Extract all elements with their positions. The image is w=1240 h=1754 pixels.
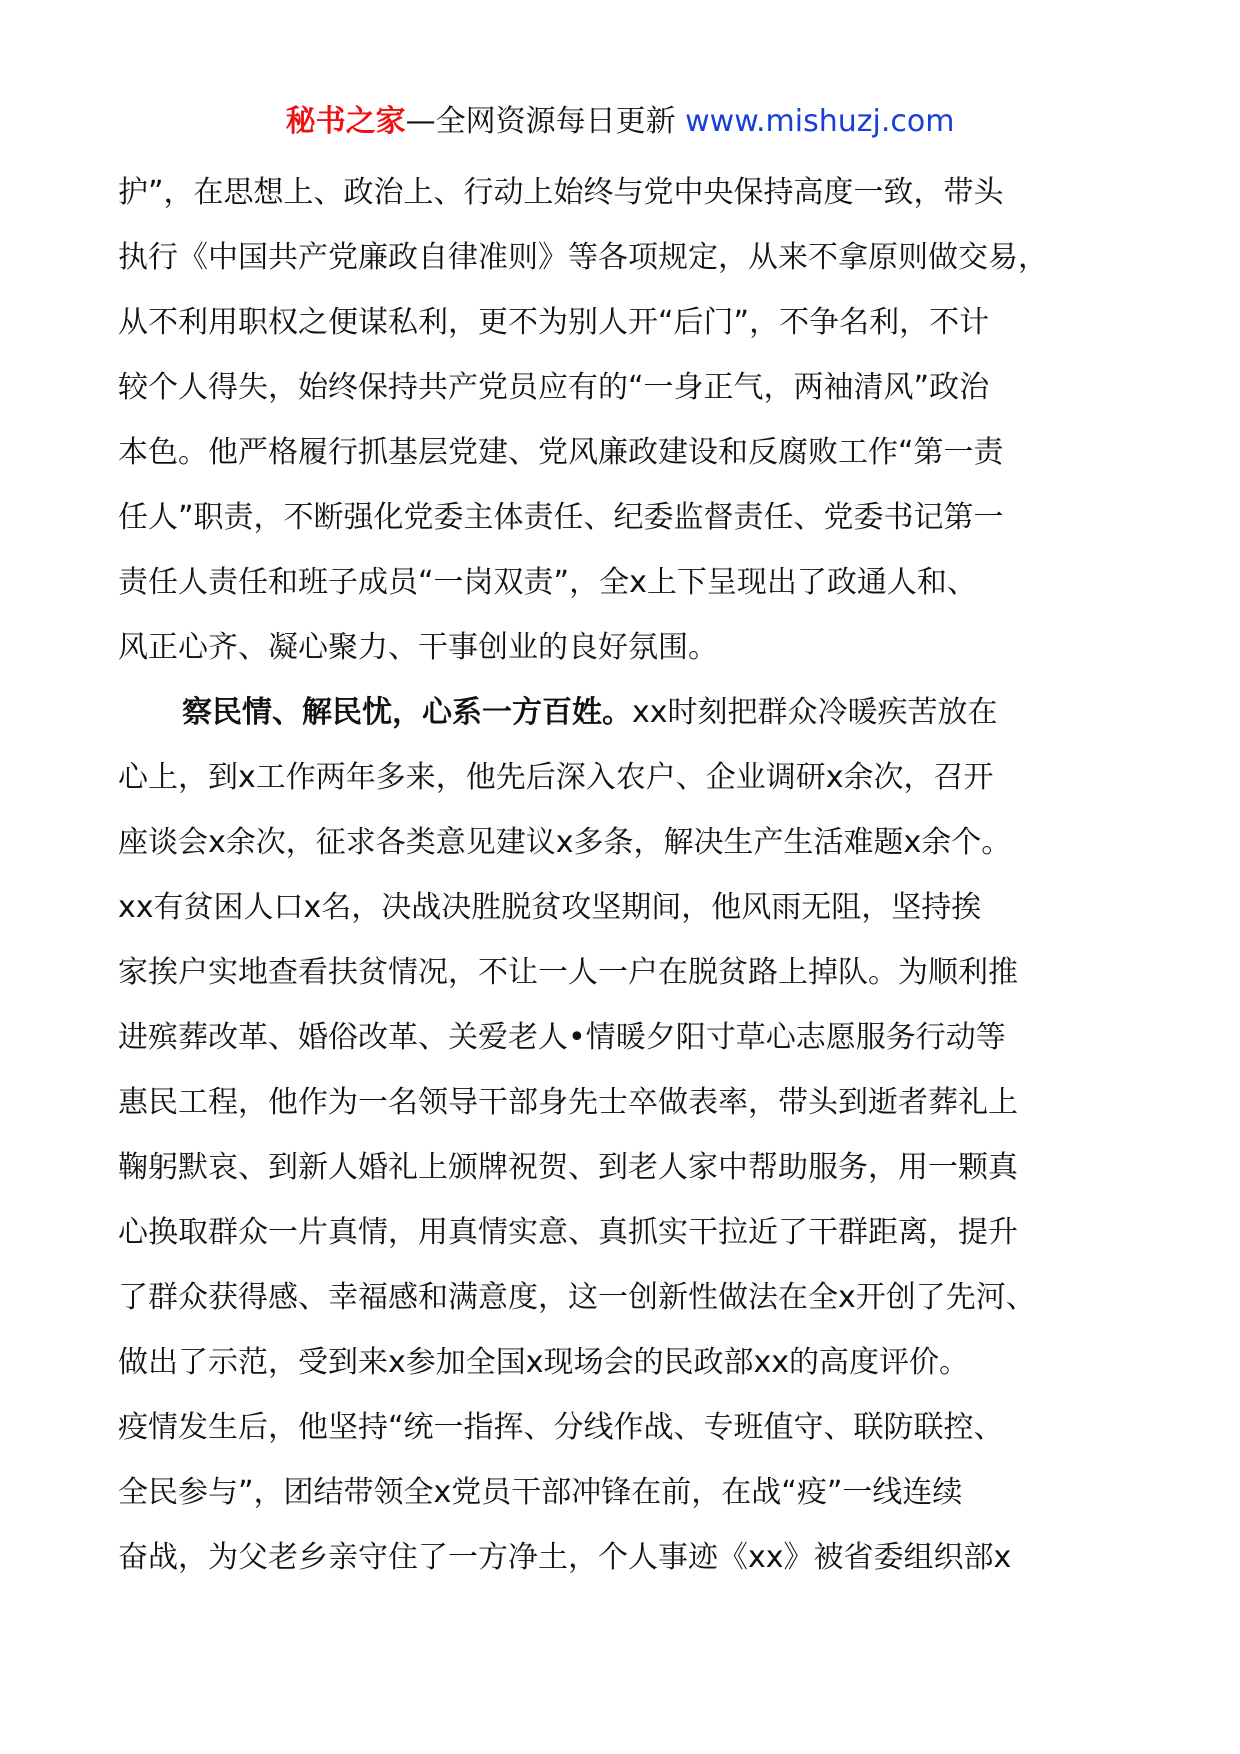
text-line: 从不利用职权之便谋私利，更不为别人开“后门”，不争名利，不计 xyxy=(118,305,990,340)
header-tagline: —全网资源每日更新 xyxy=(405,104,676,139)
text-span: xx时刻把群众冷暖疾苦放在 xyxy=(632,695,998,730)
paragraph-first-line xyxy=(118,680,1148,745)
text-line: 任人”职责，不断强化党委主体责任、纪委监督责任、党委书记第一 xyxy=(118,500,1004,535)
website-link[interactable]: www.mishuzj.com xyxy=(685,104,955,139)
text-line: 奋战，为父老乡亲守住了一方净土，个人事迹《xx》被省委组织部x xyxy=(118,1540,1012,1575)
paragraph-integrity xyxy=(118,160,1148,680)
text-line: 做出了示范，受到来x参加全国x现场会的民政部xx的高度评价。 xyxy=(118,1345,970,1380)
text-line: 执行《中国共产党廉政自律准则》等各项规定，从来不拿原则做交易， xyxy=(118,240,1048,275)
text-line: 鞠躬默哀、到新人婚礼上颁牌祝贺、到老人家中帮助服务，用一颗真 xyxy=(118,1150,1018,1185)
text-line: 惠民工程，他作为一名领导干部身先士卒做表率，带头到逝者葬礼上 xyxy=(118,1085,1018,1120)
text-line: 较个人得失，始终保持共产党员应有的“一身正气，两袖清风”政治 xyxy=(118,370,990,405)
paragraph-people xyxy=(118,680,1148,1590)
text-line: 了群众获得感、幸福感和满意度，这一创新性做法在全x开创了先河、 xyxy=(118,1280,1036,1315)
text-line: 进殡葬改革、婚俗改革、关爱老人•情暖夕阳寸草心志愿服务行动等 xyxy=(118,1020,1006,1055)
section-heading: 察民情、解民忧，心系一方百姓。 xyxy=(182,695,632,730)
text-line: 座谈会x余次，征求各类意见建议x多条，解决生产生活难题x余个。 xyxy=(118,825,1012,860)
text-line: xx有贫困人口x名，决战决胜脱贫攻坚期间，他风雨无阻，坚持挨 xyxy=(118,890,982,925)
document-body xyxy=(118,160,1148,1590)
text-line: 责任人责任和班子成员“一岗双责”，全x上下呈现出了政通人和、 xyxy=(118,565,977,600)
text-line: 风正心齐、凝心聚力、干事创业的良好氛围。 xyxy=(118,630,718,665)
text-line: 家挨户实地查看扶贫情况，不让一人一户在脱贫路上掉队。为顺利推 xyxy=(118,955,1018,990)
text-line: 心换取群众一片真情，用真情实意、真抓实干拉近了干群距离，提升 xyxy=(118,1215,1018,1250)
text-line: 心上，到x工作两年多来，他先后深入农户、企业调研x余次，召开 xyxy=(118,760,994,795)
text-line: 疫情发生后，他坚持“统一指挥、分线作战、专班值守、联防联控、 xyxy=(118,1410,1004,1445)
text-line: 护”，在思想上、政治上、行动上始终与党中央保持高度一致，带头 xyxy=(118,175,1004,210)
brand-name: 秘书之家 xyxy=(285,104,406,139)
page-header xyxy=(0,100,1240,144)
text-line: 全民参与”，团结带领全x党员干部冲锋在前，在战“疫”一线连续 xyxy=(118,1475,963,1510)
text-line: 本色。他严格履行抓基层党建、党风廉政建设和反腐败工作“第一责 xyxy=(118,435,1004,470)
